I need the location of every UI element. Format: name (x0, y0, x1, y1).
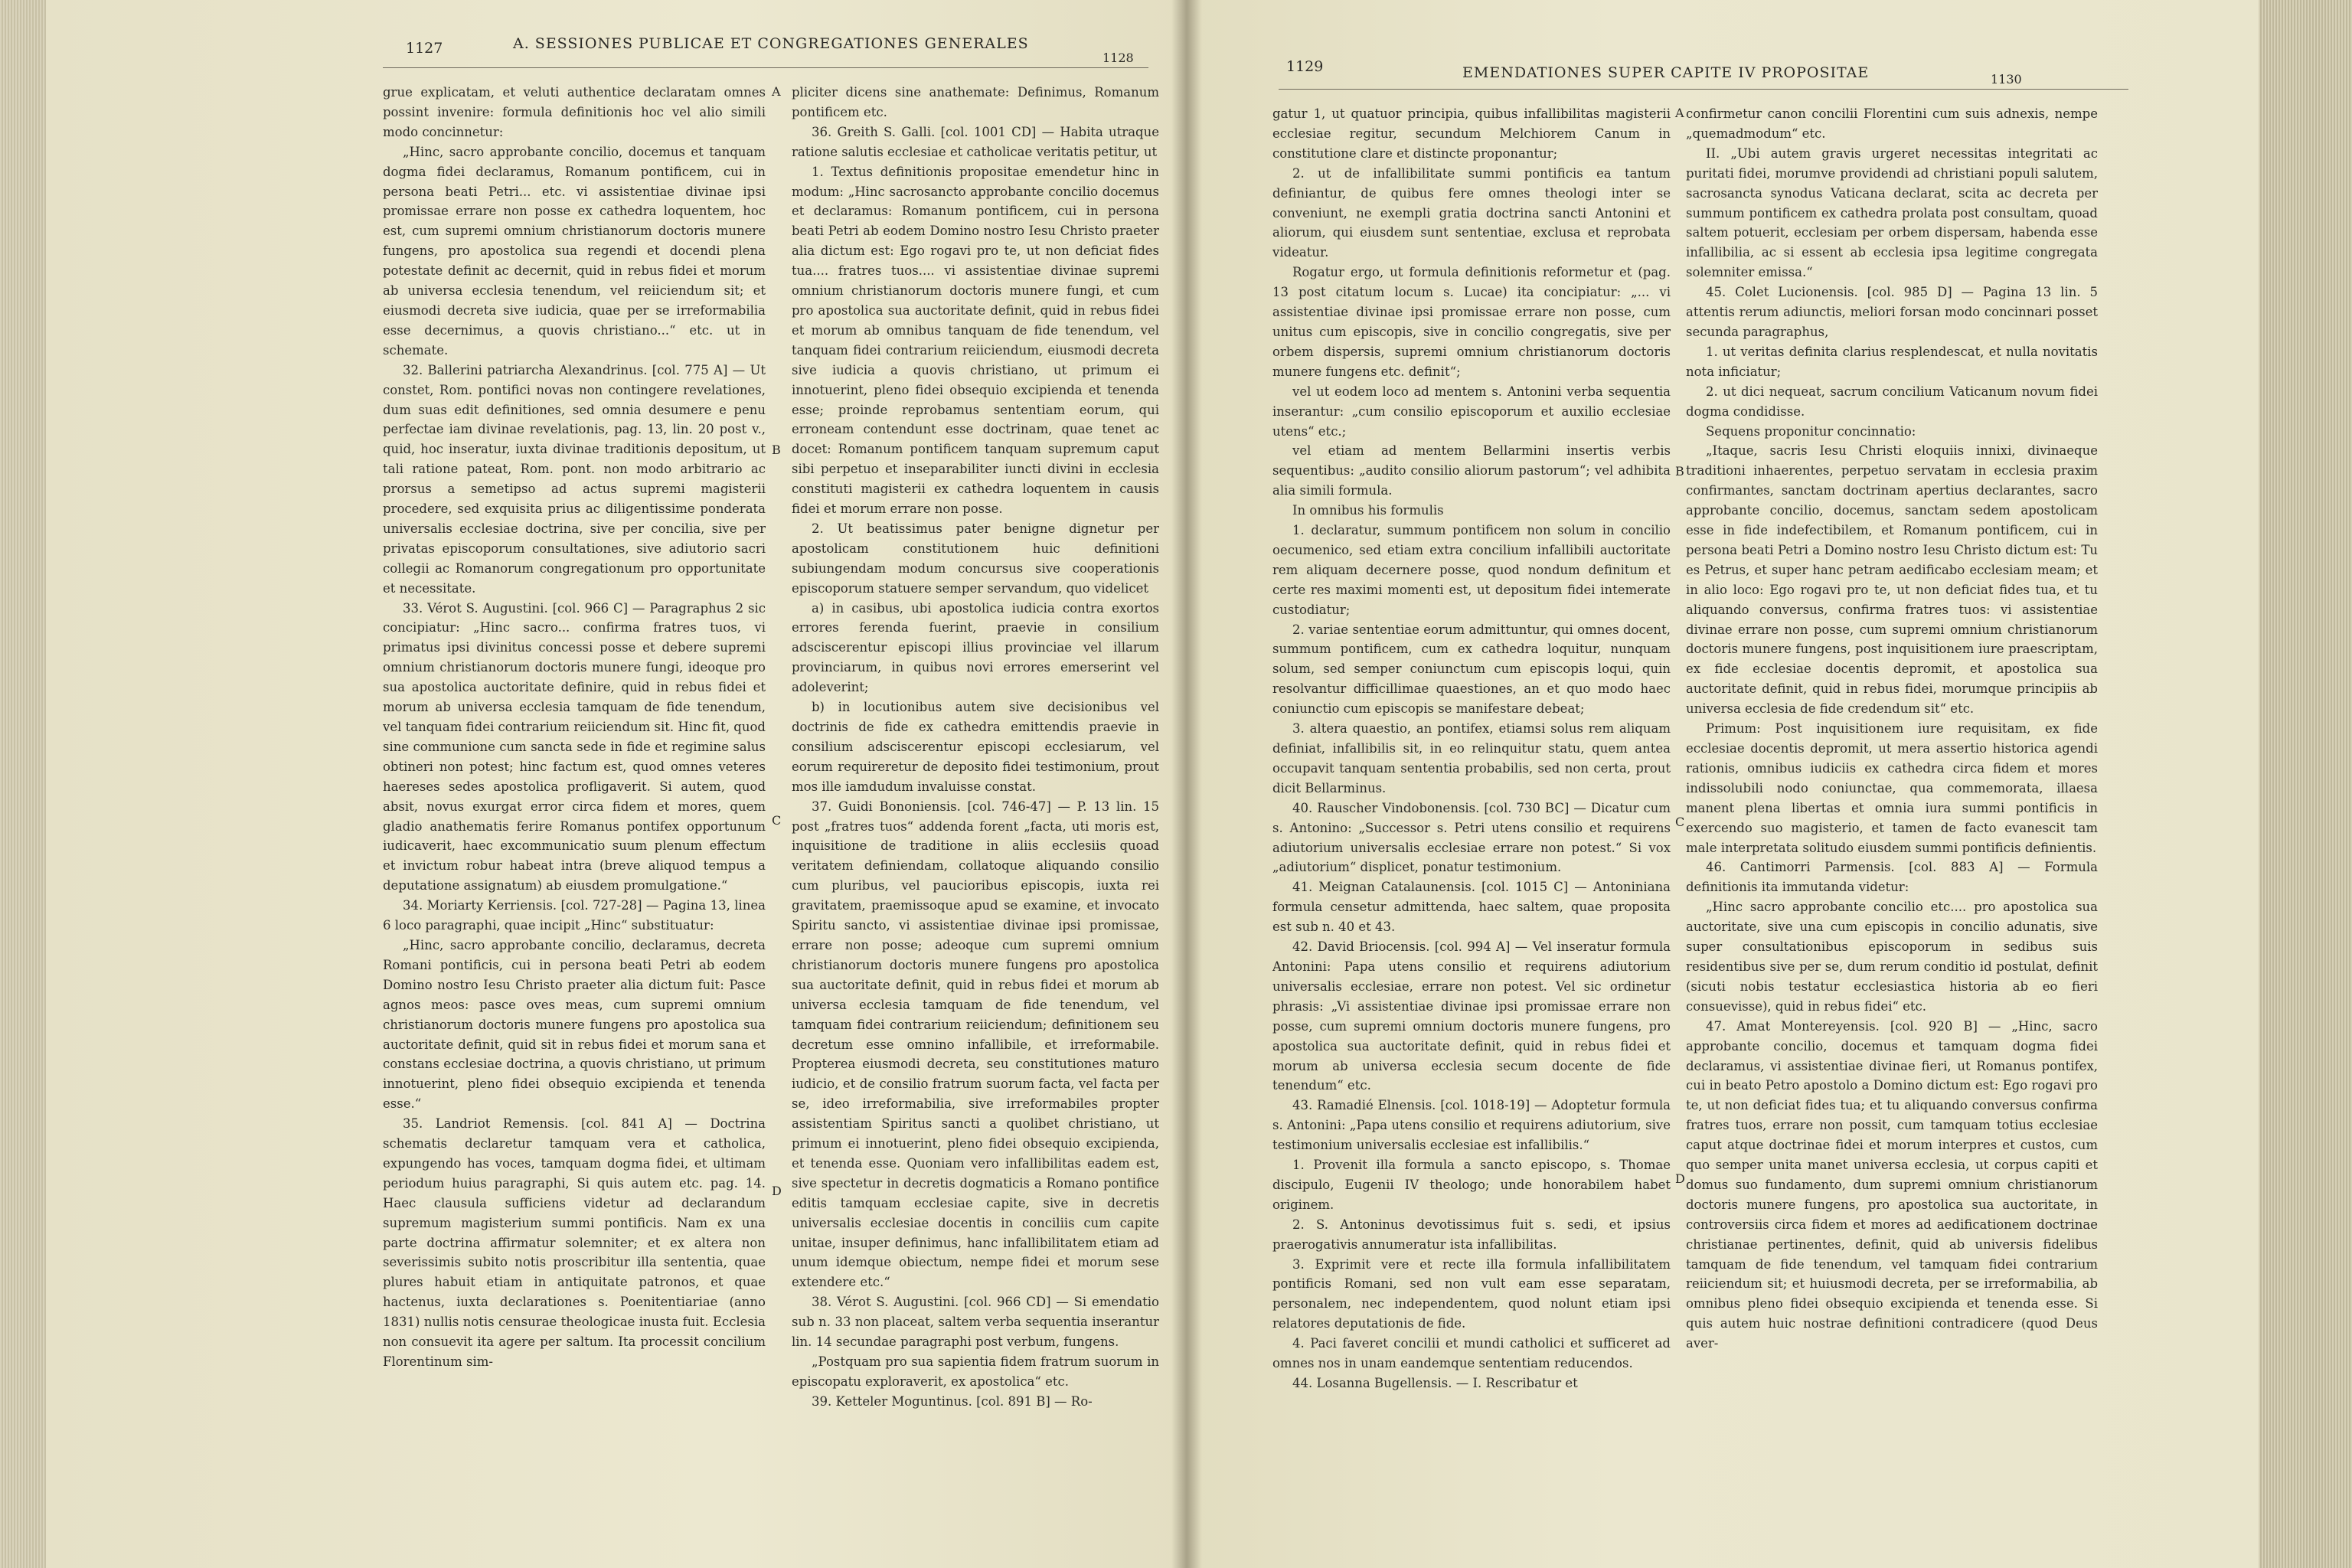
paragraph: „Hinc, sacro approbante concilio, declaramus, decreta Romani pontificis, cui in persona beati Petri ab eodem Domino nostro Iesu Christo praeter alia dictum fuit: Pasce agnos meos: pasce oves meas, cum supremi omnium christianorum doctoris munere fungens pro apostolica sua auctoritate definit, quid sit in rebus fidei et morum sana et constans ecclesiae doctrina, a quovis christiano, ut primum innotuerint, pleno fidei obsequio excipienda et tenenda esse.“ (383, 937, 766, 1112)
page-edges-right (2259, 0, 2352, 1568)
page-number: 1128 (1102, 51, 1134, 65)
paragraph: Sequens proponitur concinnatio: (1706, 423, 1916, 439)
paragraph: „Postquam pro sua sapientia fidem fratrum suorum in episcopatu exploraverit, ex apostolica“ etc. (792, 1354, 1159, 1389)
paragraph: 1. Provenit illa formula a sancto episcopo, s. Thomae discipulo, Eugenii IV theologo; unde honorabilem habet originem. (1272, 1158, 1671, 1212)
running-head: A. SESSIONES PUBLICAE ET CONGREGATIONES GENERALES (513, 35, 1029, 52)
paragraph: 39. Ketteler Moguntinus. [col. 891 B] — Ro- (812, 1393, 1093, 1409)
paragraph: gatur 1, ut quatuor principia, quibus infallibilitas magisterii ecclesiae regitur, secundum Melchiorem Canum in constitutione clare et distincte proponantur; (1272, 106, 1671, 161)
page-number: 1129 (1286, 58, 1324, 75)
paragraph: 33. Vérot S. Augustini. [col. 966 C] — Paragraphus 2 sic concipiatur: „Hinc sacro... confirma fratres tuos, vi primatus ipsi divinitus concessi posse et debere supremi omnium christianorum doctoris munere fungi, ideoque pro sua apostolica auctoritate definire, quid in rebus fidei et morum ab universa ecclesia tamquam de fide tenendum, vel tanquam fidei contrarium reiiciendum sit. Hinc fit, quod sine communione cum sancta sede in fide et regimine salus obtineri non potest; hinc factum est, quod omnes veteres haereses sedes apostolica profligaverit. Si autem, quod absit, novus exurgat error circa fidem et mores, quem gladio anathematis ferire Romanus pontifex opportunum iudicaverit, haec excommunicatio suum plenum effectum et invictum robur habeat intra (breve aliquod tempus a deputatione assignatum) ab eiusdem promulgatione.“ (383, 600, 766, 893)
text-column-left-a (383, 83, 766, 1537)
paragraph: 2. Ut beatissimus pater benigne dignetur per apostolicam constitutionem huic definitioni subiungendam modum concursus sive cooperationis episcoporum statuere semper servandum, quo videlicet (792, 521, 1159, 596)
paragraph: 46. Cantimorri Parmensis. [col. 883 A] — Formula definitionis ita immutanda videtur: (1686, 860, 2098, 895)
paragraph: „Hinc, sacro approbante concilio, docemus et tanquam dogma fidei declaramus, Romanum pontificem, cui in persona beati Petri... etc. vi assistentiae divinae ipsi promissae errare non posse ex cathedra loquentem, hoc est, cum supremi omnium christianorum doctoris munere fungens, pro apostolica sua regendi et docendi plena potestate definit ac decernit, quid in rebus fidei et morum ab universa ecclesia tenendum, vel reiiciendum sit; et eiusmodi decreta sive iudicia, quae per se irreformabilia esse decernimus, a quovis christiano...“ etc. ut in schemate. (383, 144, 766, 358)
book-gutter (1171, 0, 1202, 1568)
paragraph: Rogatur ergo, ut formula definitionis reformetur et (pag. 13 post citatum locum s. Lucae) ita concipiatur: „... vi assistentiae divinae ipsi promissae errare non posse, cum unitus cum episcopis, sive in concilio congregatis, sive per orbem dispersis, supremi omnium christianorum doctoris munere fungens etc. definit“; (1272, 265, 1671, 379)
margin-letter: A (1675, 106, 1684, 120)
paragraph: 2. variae sententiae eorum admittuntur, qui omnes docent, summum pontificem, cum ex cathedra loquitur, nunquam solum, sed semper coniunctum cum episcopis loqui, quin resolvantur difficillimae quaestiones, an et quo modo haec coniunctio cum episcopis se manifestare debeat; (1272, 622, 1671, 717)
paragraph: 40. Rauscher Vindobonensis. [col. 730 BC] — Dicatur cum s. Antonino: „Successor s. Petri utens consilio et requirens adiutorium universalis ecclesiae errare non potest.“ Si vox „adiutorium“ displicet, ponatur testimonium. (1272, 800, 1671, 875)
paragraph: Primum: Post inquisitionem iure requisitam, ex fide ecclesiae docentis depromit, ut mera assertio historica agendi rationis, omnibus iudiciis ex cathedra circa fidem et mores indissolubili nodo coniunctae, qua commemorata, illaesa manent plena libertas et omnia iura summi pontificis in exercendo suo magisterio, et tamen de facto evanescit tam male interpretata solitudo eiusdem summi pontificis definientis. (1686, 721, 2098, 855)
paragraph: 2. ut dici nequeat, sacrum concilium Vaticanum novum fidei dogma condidisse. (1686, 384, 2098, 419)
paragraph: pliciter dicens sine anathemate: Definimus, Romanum pontificem etc. (792, 85, 1159, 119)
paragraph: b) in locutionibus autem sive decisionibus vel doctrinis de fide ex cathedra emittendis praevie in consilium adsciscerentur episcopi ecclesiarum, vel eorum requireretur de deposito fidei testimonium, prout mos ille iamdudum invaluisse constat. (792, 700, 1159, 794)
paragraph: II. „Ubi autem gravis urgeret necessitas integritati ac puritati fidei, morumve providendi ad christiani populi salutem, sacrosancta synodus Vaticana declarat, scita ac decreta per summum pontificem ex cathedra prolata post consultam, quoad saltem potuerit, ecclesiam per orbem dispersam, habenda esse infallibilia, ac si essent ab ecclesia ipsa legitime congregata solemniter emissa.“ (1686, 145, 2098, 280)
paragraph: 38. Vérot S. Augustini. [col. 966 CD] — Si emendatio sub n. 33 non placeat, saltem verba sequentia inserantur lin. 14 secundae paragraphi post verbum, fungens. (792, 1295, 1159, 1350)
paragraph: In omnibus his formulis (1292, 503, 1444, 518)
paragraph: 42. David Briocensis. [col. 994 A] — Vel inseratur formula Antonini: Papa utens consilio et requirens adiutorium universalis ecclesiae, errare non potest. Vel sic ordinetur phrasis: „Vi assistentiae divinae ipsi promissae errare non posse, cum supremi omnium doctoris munere fungens, pro apostolica sua auctoritate definit, quid in rebus fidei et morum ab universa ecclesia secum docente de fide tenendum“ etc. (1272, 939, 1671, 1093)
paragraph: 2. ut de infallibilitate summi pontificis ea tantum definiantur, de quibus fere omnes theologi inter se conveniunt, ne exempli gratia doctrina sancti Antonini et aliorum, qui eiusdem sunt sententiae, exclusa et reprobata videatur. (1272, 165, 1671, 260)
margin-letter: D (772, 1184, 782, 1198)
text-column-left-b (792, 83, 1159, 1537)
paragraph: 3. altera quaestio, an pontifex, etiamsi solus rem aliquam definiat, infallibilis sit, in eo relinquitur statu, quem antea occupavit tanquam sententia probabilis, sed non certa, prout dicit Bellarminus. (1272, 721, 1671, 795)
paragraph: 37. Guidi Bononiensis. [col. 746-47] — P. 13 lin. 15 post „fratres tuos“ addenda forent „facta, uti moris est, inquisitione de traditione in aliis ecclesiis quoad veritatem definiendam, collatoque aliquando consilio cum pluribus, vel paucioribus episcopis, iuxta rei gravitatem, praemissoque apud se examine, et invocato Spiritu sancto, vi assistentiae divinae ipsi promissae, errare non posse; adeoque cum supremi omnium christianorum doctoris munere fungens pro apostolica sua auctoritate definit, quid in rebus fidei et morum ab universa ecclesia tamquam de fide tenendum, vel tamquam fidei contrarium reiiciendum; definitionem seu decretum esse omnino infallibile, et irreformabile. Propterea eiusmodi decreta, seu constitutiones maturo iudicio, et de consilio fratrum suorum facta, vel facta per se, ideo irreformabilia, sive irreformabiles propter assistentiam Spiritus sancti a quolibet christiano, ut primum ei innotuerint, pleno fidei obsequio excipienda, et tenenda esse. Quoniam vero infallibilitas eadem est, sive spectetur in decretis dogmaticis a Romano pontifice editis tamquam ecclesiae capite, sive in decretis universalis ecclesiae docentis in conciliis cum capite unitae, insuper definimus, hanc infallibilitatem etiam ad unum idemque obiectum, nempe fidei et morum sese extendere etc.“ (792, 799, 1159, 1290)
text-column-right-a (1272, 104, 1671, 1559)
left-page (46, 0, 1187, 1568)
paragraph: 44. Losanna Bugellensis. — I. Rescribatur et (1292, 1376, 1578, 1390)
paragraph: 32. Ballerini patriarcha Alexandrinus. [col. 775 A] — Ut constet, Rom. pontifici novas non contingere revelationes, dum suas edit definitiones, sed omnia desumere e penu perfectae iam divinae revelationis, pag. 13, lin. 20 post v., quid, hoc inseratur, iuxta divinae traditionis depositum, ut tali ratione pateat, Rom. pont. non modo arbitrario ac prorsus a semetipso ad actus supremi magisterii procedere, sed exquisita prius ac diligentissime ponderata universalis ecclesiae doctrina, sive per concilia, sive per privatas episcoporum consultationes, sive adiutorio sacri collegii ac Romanorum congregationum pro opportunitate et necessitate. (383, 362, 766, 596)
paragraph: 36. Greith S. Galli. [col. 1001 CD] — Habita utraque ratione salutis ecclesiae et catholicae veritatis petitur, ut (792, 124, 1159, 159)
head-rule (383, 67, 1148, 68)
margin-letter: D (1675, 1171, 1685, 1186)
paragraph: 2. S. Antoninus devotissimus fuit s. sedi, et ipsius praerogativis annumeratur ista infallibilitas. (1272, 1217, 1671, 1252)
margin-letter: C (772, 813, 782, 828)
paragraph: 47. Amat Montereyensis. [col. 920 B] — „Hinc, sacro approbante concilio, docemus et tamquam dogma fidei declaramus, vi assistentiae divinae fieri, ut Romanus pontifex, cui in beato Petro apostolo a Domino dictum est: Ego rogavi pro te, ut non deficiat fides tua; et tu aliquando conversus confirma fratres tuos, errare non possit, cum tamquam totius ecclesiae caput atque doctrinae fidei et morum interpres et custos, cum quo semper unita manet universa ecclesia, ut corpus capiti et domus suo fundamento, dum supremi omnium christianorum doctoris munere fungens, pro apostolica sua auctoritate, in controversiis circa fidem et mores ad aedificationem doctrinae christianae pertinentes, definit, quid ab universis fidelibus tamquam de fide tenendum, vel tamquam fidei contrarium reiiciendum sit; et huiusmodi decreta, per se irreformabilia, ab omnibus pleno fidei obsequio excipienda et tenenda esse. Si quis autem huic nostrae definitioni contradicere (quod Deus aver- (1686, 1018, 2098, 1351)
head-rule (1279, 89, 2128, 90)
margin-letter: B (772, 443, 781, 457)
running-head: EMENDATIONES SUPER CAPITE IV PROPOSITAE (1462, 64, 1870, 81)
text-column-right-b (1686, 104, 2098, 1559)
paragraph: 3. Exprimit vere et recte illa formula infallibilitatem pontificis Romani, sed non vult eam esse separatam, personalem, nec independentem, quod nolunt etiam ipsi relatores deputationis de fide. (1272, 1256, 1671, 1331)
paragraph: „Hinc sacro approbante concilio etc.... pro apostolica sua auctoritate, sive una cum episcopis in concilio adunatis, sive super consultationibus episcoporum in sedibus suis residentibus sive per se, dum rerum conditio id postulat, definit (sicuti nobis testatur ecclesiastica historia ab eo fieri consuevisse), quid in rebus fidei“ etc. (1686, 900, 2098, 1014)
paragraph: 45. Colet Lucionensis. [col. 985 D] — Pagina 13 lin. 5 attentis rerum adiunctis, meliori forsan modo concinnari posset secunda paragraphus, (1686, 285, 2098, 339)
paragraph: 1. Textus definitionis propositae emendetur hinc in modum: „Hinc sacrosancto approbante concilio docemus et declaramus: Romanum pontificem, cui in persona beati Petri ab eodem Domino nostro Iesu Christo praeter alia dictum est: Ego rogavi pro te, ut non deficiat fides tua.... fratres tuos.... vi assistentiae divinae supremi omnium christianorum doctoris munere fungi, et cum pro apostolica sua auctoritate definit, quid in rebus fidei et morum ab omnibus tanquam de fide tenendum, vel tanquam fidei contrarium reiiciendum, eiusmodi decreta sive iudicia a quovis christiano, ut primum ei innotuerint, pleno fidei obsequio excipienda et tenenda esse; proinde reprobamus sententiam eorum, qui erroneam contendunt esse doctrinam, quae tenet ac docet: Romanum pontificem tanquam supremum caput sibi perpetuo et inseparabiliter iuncti divini in ecclesia constituti magisterii ex cathedra loquentem in causis fidei et morum errare non posse. (792, 164, 1159, 517)
paragraph: vel ut eodem loco ad mentem s. Antonini verba sequentia inserantur: „cum consilio episcoporum et auxilio ecclesiae utens“ etc.; (1272, 384, 1671, 439)
paragraph: a) in casibus, ubi apostolica iudicia contra exortos errores ferenda fuerint, praevie in consilium adsciscerentur episcopi illius provinciae vel illarum provinciarum, in quibus novi errores emerserint vel adoleverint; (792, 600, 1159, 695)
paragraph: 41. Meignan Catalaunensis. [col. 1015 C] — Antoniniana formula censetur admittenda, haec saltem, quae proposita est sub n. 40 et 43. (1272, 880, 1671, 935)
page-edges-left (0, 0, 46, 1568)
paragraph: grue explicatam, et veluti authentice declaratam omnes possint invenire: formula definitionis hoc vel alio simili modo concinnetur: (383, 85, 766, 139)
paragraph: 1. ut veritas definita clarius resplendescat, et nulla novitatis nota inficiatur; (1686, 344, 2098, 379)
paragraph: vel etiam ad mentem Bellarmini insertis verbis sequentibus: „audito consilio aliorum pastorum“; vel adhibita alia simili formula. (1272, 443, 1671, 498)
margin-letter: A (772, 84, 781, 99)
paragraph: 4. Paci faveret concilii et mundi catholici et sufficeret ad omnes nos in unam eandemque sententiam reducendos. (1272, 1336, 1671, 1371)
page-number: 1127 (406, 40, 443, 57)
paragraph: 34. Moriarty Kerriensis. [col. 727-28] — Pagina 13, linea 6 loco paragraphi, quae incipit „Hinc“ substituatur: (383, 898, 766, 933)
margin-letter: C (1675, 815, 1685, 829)
right-page (1187, 0, 2259, 1568)
paragraph: 35. Landriot Remensis. [col. 841 A] — Doctrina schematis declaretur tamquam vera et catholica, expungendo has voces, tamquam dogma fidei, et ultimam periodum huius paragraphi, Si quis autem etc. pag. 14. Haec clausula sufficiens videtur ad declarandum supremum magisterium summi pontificis. Nam ex una parte doctrina affirmatur solemniter; et ex altera non severissimis subito notis proscribitur illa sententia, quae plures habuit etiam in antiquitate patronos, et quae hactenus, iuxta declarationes s. Poenitentiariae (anno 1831) nullis notis censurae theologicae inusta fuit. Ecclesia non consuevit ita agere per saltum. Ita processit concilium Florentinum sim- (383, 1116, 766, 1369)
page-number: 1130 (1991, 72, 2022, 87)
paragraph: „Itaque, sacris Iesu Christi eloquiis innixi, divinaeque traditioni inhaerentes, perpetuo servatam in ecclesia praxim confirmantes, sanctam doctrinam apertius declarantes, sacro approbante concilio, docemus, sanctam sedem apostolicam esse in fide indefectibilem, et Romanum pontificem, cui in persona beati Petri a Domino nostro Iesu Christo dictum est: Tu es Petrus, et super hanc petram aedificabo ecclesiam meam; et in alio loco: Ego rogavi pro te, ut non deficiat fides tua, et tu aliquando conversus, confirma fratres tuos: vi assistentiae divinae errare non posse, cum supremi omnium christianorum doctoris munere fungens, post inquisitionem iure praescriptam, ex fide ecclesiae docentis depromit, et apostolica sua auctoritate definit, quid in rebus fidei, morumque principiis ab universa ecclesia de fide credendum sit“ etc. (1686, 443, 2098, 717)
paragraph: confirmetur canon concilii Florentini cum suis adnexis, nempe „quemadmodum“ etc. (1686, 106, 2098, 141)
paragraph: 43. Ramadié Elnensis. [col. 1018-19] — Adoptetur formula s. Antonini: „Papa utens consilio et requirens adiutorium, sive testimonium universalis ecclesiae est infallibilis.“ (1272, 1098, 1671, 1153)
margin-letter: B (1675, 464, 1684, 479)
paragraph: 1. declaratur, summum pontificem non solum in concilio oecumenico, sed etiam extra concilium infallibili auctoritate rem aliquam decernere posse, quod nondum definitum et certe res maximi momenti est, ut depositum fidei intemerate custodiatur; (1272, 523, 1671, 617)
